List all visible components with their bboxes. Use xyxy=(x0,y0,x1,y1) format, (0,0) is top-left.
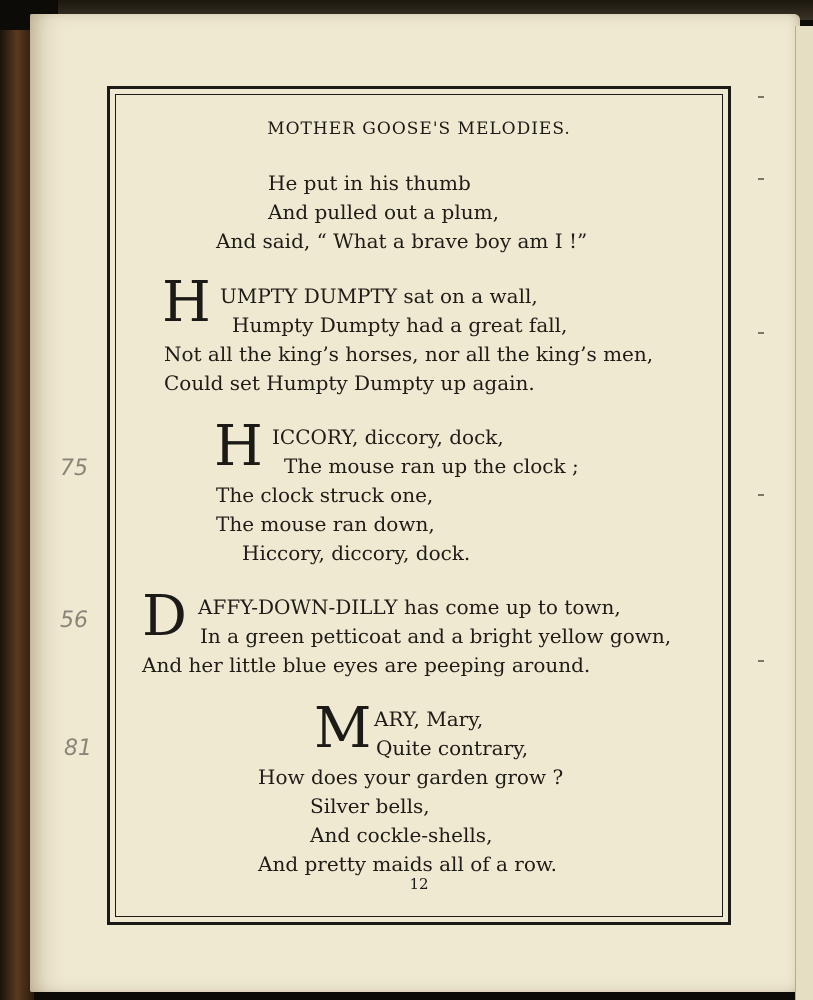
poem-line: The mouse ran up the clock ; xyxy=(284,454,579,478)
page-edge-mark xyxy=(758,494,764,496)
poem-line: The mouse ran down, xyxy=(216,512,435,536)
poem-line: ARY, Mary, xyxy=(374,707,484,731)
poem-line: Hiccory, diccory, dock. xyxy=(242,541,471,565)
page-edge-mark xyxy=(758,96,764,98)
drop-cap-d: D xyxy=(142,584,187,649)
next-page-edge xyxy=(795,26,813,1000)
pencil-note-1: 75 xyxy=(60,456,88,481)
drop-cap-h: H xyxy=(162,270,211,335)
poem-line: And cockle-shells, xyxy=(310,823,493,847)
poem-line: And pulled out a plum, xyxy=(268,200,499,224)
poem-line: Not all the king’s horses, nor all the king’s men, xyxy=(164,342,654,366)
page-edge-mark xyxy=(758,660,764,662)
poem-line: The clock struck one, xyxy=(216,483,434,507)
drop-cap-h: H xyxy=(214,414,263,479)
poem-line: He put in his thumb xyxy=(268,171,471,195)
poem-line: How does your garden grow ? xyxy=(258,765,564,789)
poem-line: UMPTY DUMPTY sat on a wall, xyxy=(220,284,538,308)
poem-line: Could set Humpty Dumpty up again. xyxy=(164,371,535,395)
poem-line: And said, “ What a brave boy am I !” xyxy=(216,229,588,253)
poem-line: And pretty maids all of a row. xyxy=(258,852,557,876)
page-edge-mark xyxy=(758,178,764,180)
running-head: MOTHER GOOSE'S MELODIES. xyxy=(267,119,571,139)
poem-line: And her little blue eyes are peeping around. xyxy=(142,653,591,677)
poem-line: Silver bells, xyxy=(310,794,430,818)
page-number: 12 xyxy=(409,875,429,893)
poem-line: AFFY-DOWN-DILLY has come up to town, xyxy=(198,595,621,619)
drop-cap-m: M xyxy=(314,696,372,761)
poem-line: In a green petticoat and a bright yellow gown, xyxy=(200,624,672,648)
poem-line: Humpty Dumpty had a great fall, xyxy=(232,313,568,337)
page-edge-mark xyxy=(758,332,764,334)
pencil-note-2: 56 xyxy=(60,608,88,633)
pencil-note-3: 81 xyxy=(64,736,92,761)
poem-line: Quite contrary, xyxy=(376,736,529,760)
page-border xyxy=(107,86,731,925)
book-spine xyxy=(0,30,34,1000)
poem-line: ICCORY, diccory, dock, xyxy=(272,425,504,449)
